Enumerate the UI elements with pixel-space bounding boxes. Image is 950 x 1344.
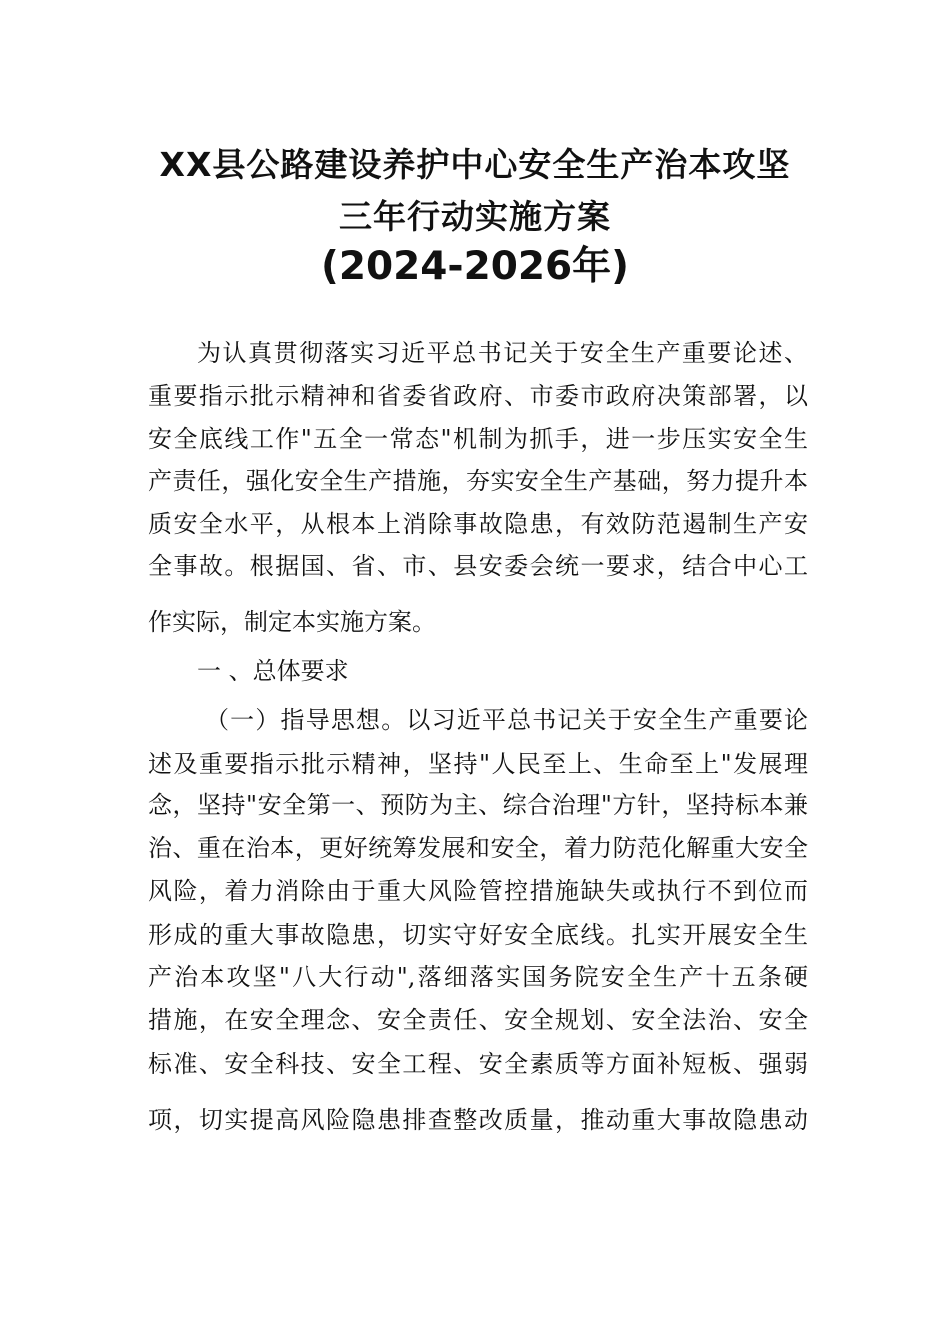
document-title-line2: 三年行动实施方案 bbox=[339, 197, 611, 236]
intro-line: 产责任，强化安全生产措施，夯实安全生产基础，努力提升本 bbox=[148, 467, 808, 495]
intro-line: 作实际，制定本实施方案。 bbox=[148, 608, 436, 636]
guidance-line: 产治本攻坚"八大行动",落细落实国务院安全生产十五条硬 bbox=[148, 963, 808, 991]
guidance-line: 标准、安全科技、安全工程、安全素质等方面补短板、强弱 bbox=[148, 1050, 808, 1078]
guidance-line: 治、重在治本，更好统筹发展和安全，着力防范化解重大安全 bbox=[148, 834, 808, 862]
intro-line: 安全底线工作"五全一常态"机制为抓手，进一步压实安全生 bbox=[148, 425, 808, 453]
guidance-line: 形成的重大事故隐患，切实守好安全底线。扎实开展安全生 bbox=[148, 921, 808, 949]
guidance-line: 风险，着力消除由于重大风险管控措施缺失或执行不到位而 bbox=[148, 877, 808, 905]
intro-line: 为认真贯彻落实习近平总书记关于安全生产重要论述、 bbox=[197, 339, 808, 367]
guidance-line: 项，切实提高风险隐患排查整改质量，推动重大事故隐患动 bbox=[148, 1106, 808, 1134]
guidance-line: 措施，在安全理念、安全责任、安全规划、安全法治、安全 bbox=[148, 1006, 808, 1034]
guidance-line: （一）指导思想。以习近平总书记关于安全生产重要论 bbox=[205, 706, 808, 734]
guidance-line: 念，坚持"安全第一、预防为主、综合治理"方针，坚持标本兼 bbox=[148, 791, 808, 819]
intro-line: 重要指示批示精神和省委省政府、市委市政府决策部署，以 bbox=[148, 382, 808, 410]
section-heading: 一 、总体要求 bbox=[197, 657, 349, 685]
intro-line: 质安全水平，从根本上消除事故隐患，有效防范遏制生产安 bbox=[148, 510, 808, 538]
document-title-years: (2024-2026年) bbox=[321, 244, 629, 289]
guidance-line: 述及重要指示批示精神，坚持"人民至上、生命至上"发展理 bbox=[148, 750, 808, 778]
document-title-line1: XX县公路建设养护中心安全生产治本攻坚 bbox=[159, 145, 791, 184]
intro-line: 全事故。根据国、省、市、县安委会统一要求，结合中心工 bbox=[148, 552, 808, 580]
